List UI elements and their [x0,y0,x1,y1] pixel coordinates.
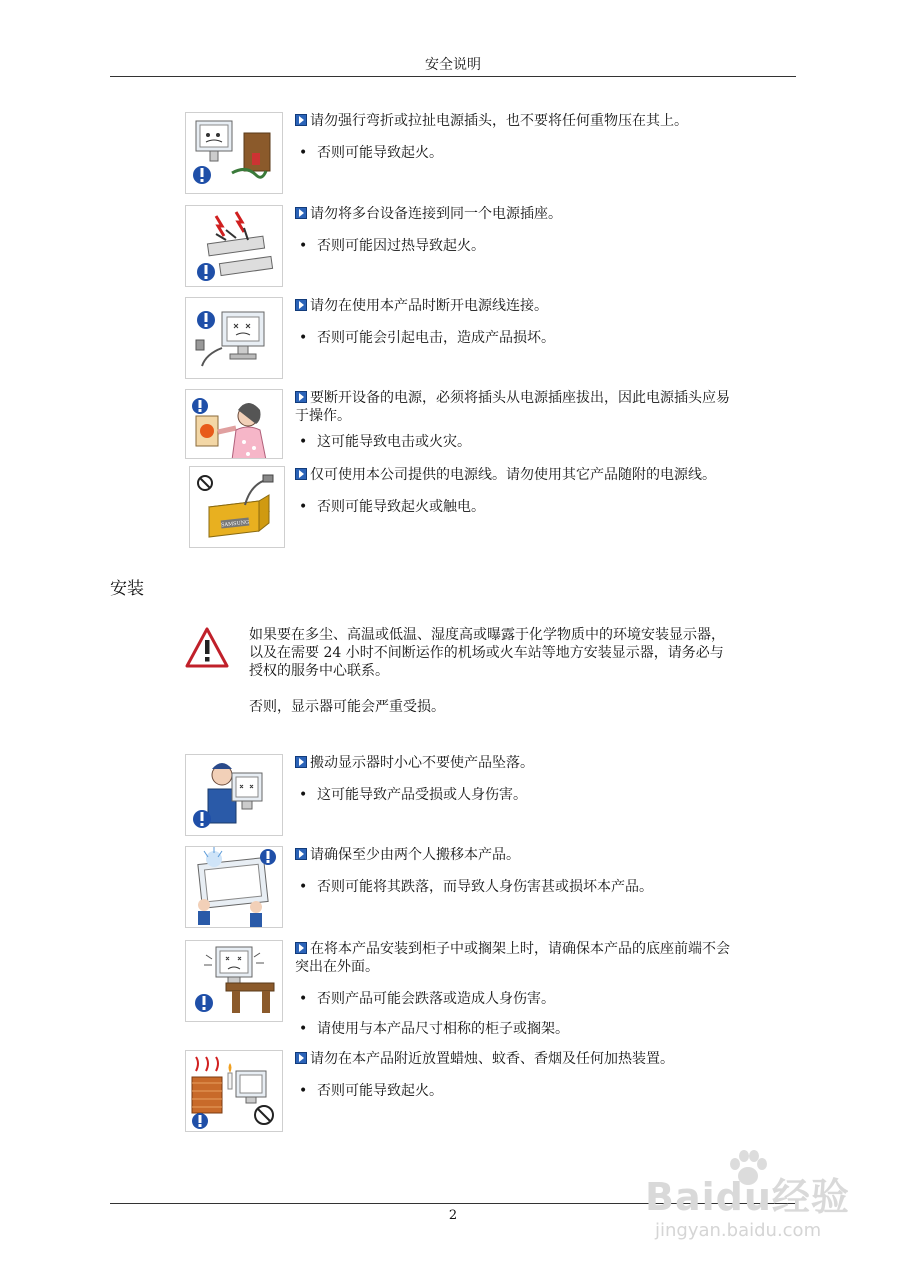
item-heading: 要断开设备的电源，必须将插头从电源插座拔出，因此电源插头应易于操作。 [295,390,730,424]
section-marker-icon [295,391,307,403]
multi-outlet-warning-icon [185,205,283,287]
section-marker-icon [295,299,307,311]
warning-consequence: 否则，显示器可能会严重受损。 [249,699,445,715]
unplug-while-in-use-icon [185,297,283,379]
item-heading: 搬动显示器时小心不要使产品坠落。 [310,755,534,771]
watermark [645,1148,875,1258]
item-bullet: • 否则可能导致起火。 [295,144,735,162]
item-heading: 请勿将多台设备连接到同一个电源插座。 [310,206,562,222]
cabinet-edge-icon [185,940,283,1022]
caution-triangle-icon [185,626,229,670]
two-person-lift-icon [185,846,283,928]
item-bullet: • 这可能导致电击或火灾。 [295,433,735,451]
item-bullet: • 请使用与本产品尺寸相称的柜子或搁架。 [295,1020,735,1038]
item-bullet: • 否则可能会引起电击，造成产品损坏。 [295,329,735,347]
item-bullet: • 否则可能将其跌落，而导致人身伤害甚或损坏本产品。 [295,878,735,896]
warning-text: 如果要在多尘、高温或低温、湿度高或曝露于化学物质中的环境安装显示器，以及在需要 24 小时不间断运作的机场或火车站等地方安装显示器，请务必与授权的服务中心联系。 [249,627,725,679]
section-marker-icon [295,756,307,768]
item-heading: 请勿强行弯折或拉扯电源插头，也不要将任何重物压在其上。 [310,113,688,129]
carry-carefully-icon [185,754,283,836]
item-heading: 仅可使用本公司提供的电源线。请勿使用其它产品随附的电源线。 [310,467,716,483]
supplied-cord-only-icon [189,466,285,548]
header-rule [110,76,796,77]
no-heat-source-icon [185,1050,283,1132]
page-header-title: 安全说明 [425,57,481,73]
section-marker-icon [295,114,307,126]
watermark-logo: Baidu经验 [645,1175,850,1219]
item-bullet: • 否则可能导致起火。 [295,1082,735,1100]
item-heading: 请勿在使用本产品时断开电源线连接。 [310,298,548,314]
section-marker-icon [295,942,307,954]
box-label: SAMSUNG [220,519,250,529]
accessible-plug-icon [185,389,283,459]
item-bullet: • 这可能导致产品受损或人身伤害。 [295,786,735,804]
section-title: 安装 [110,579,144,599]
page-number: 2 [448,1208,458,1223]
bent-plug-warning-icon [185,112,283,194]
item-bullet: • 否则可能因过热导致起火。 [295,237,735,255]
watermark-url: jingyan.baidu.com [655,1220,822,1241]
section-marker-icon [295,207,307,219]
item-heading: 请勿在本产品附近放置蜡烛、蚊香、香烟及任何加热装置。 [310,1051,674,1067]
item-bullet: • 否则产品可能会跌落或造成人身伤害。 [295,990,735,1008]
section-marker-icon [295,848,307,860]
section-marker-icon [295,1052,307,1064]
item-heading: 请确保至少由两个人搬移本产品。 [310,847,520,863]
section-marker-icon [295,468,307,480]
item-heading: 在将本产品安装到柜子中或搁架上时，请确保本产品的底座前端不会突出在外面。 [295,941,730,975]
item-bullet: • 否则可能导致起火或触电。 [295,498,735,516]
